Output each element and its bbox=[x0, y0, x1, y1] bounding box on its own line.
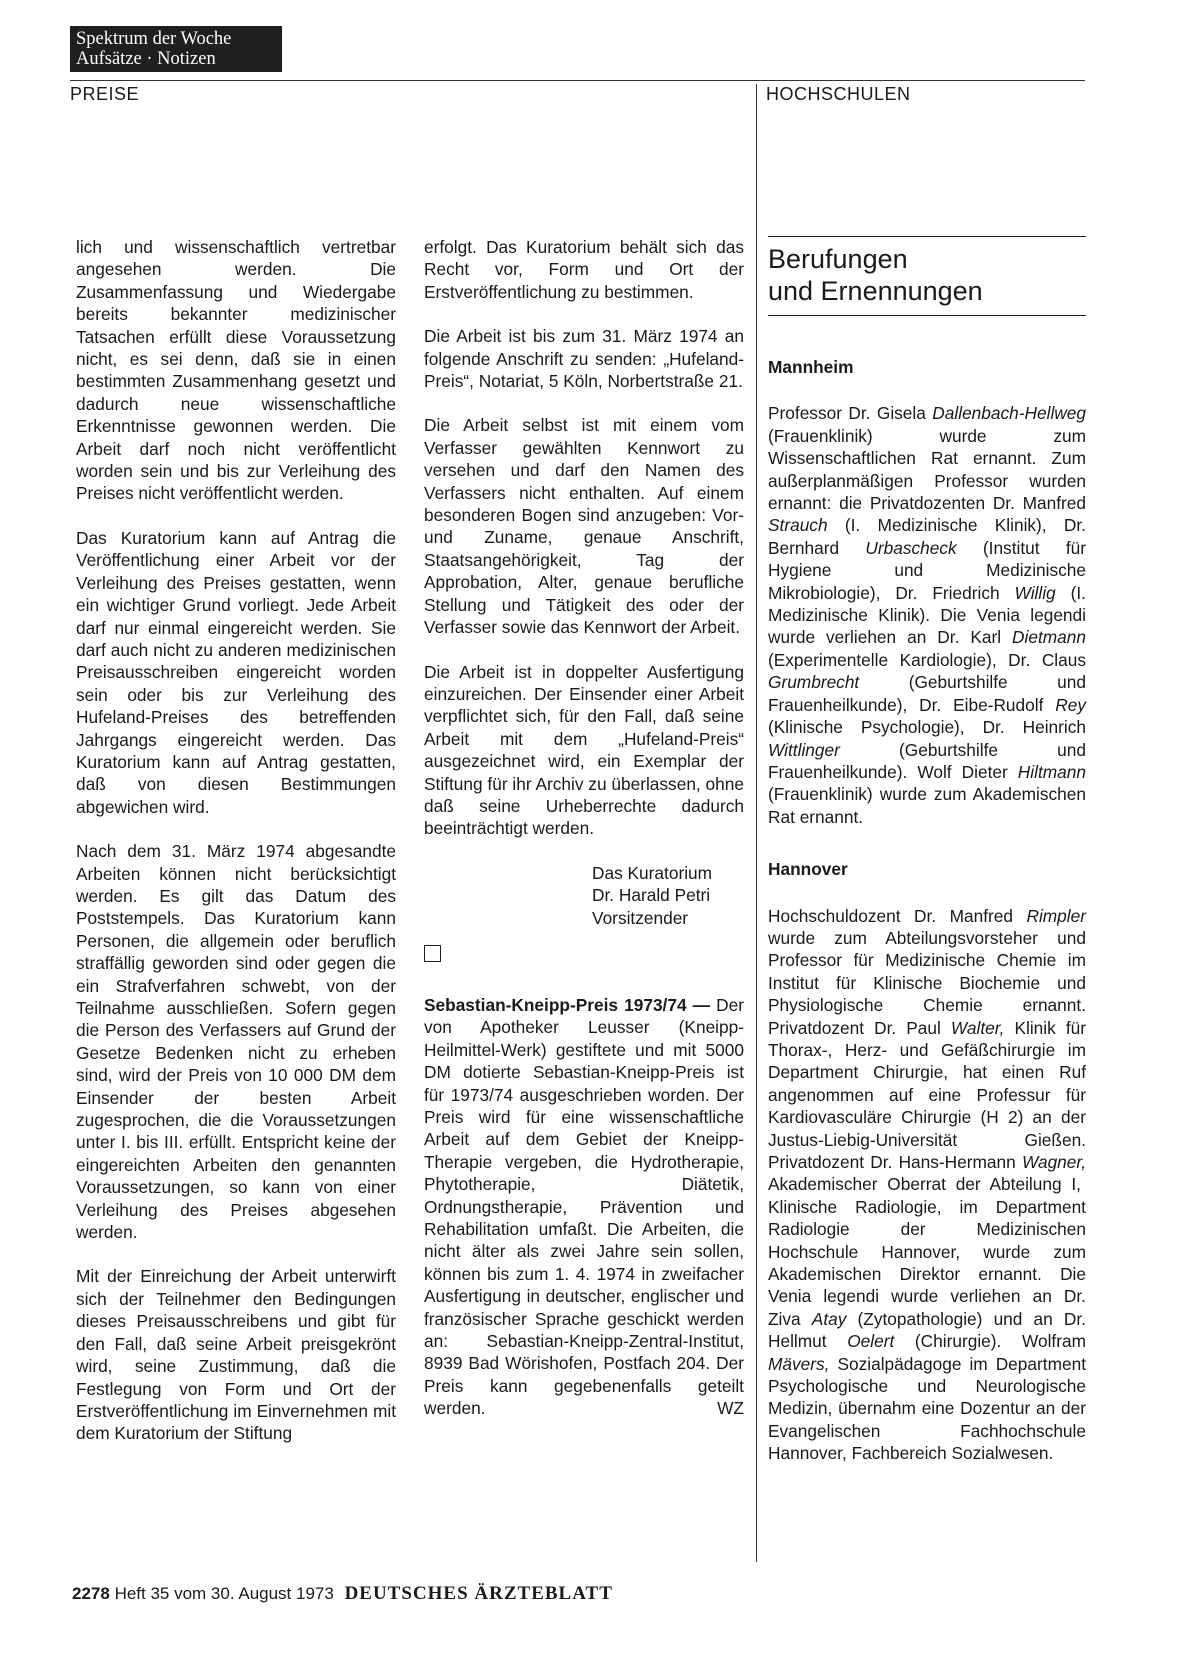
text-run: Klinik für Thorax-, Herz- und Gefäßchirurgie im Department Chirurgie, hat einen Ruf angenommen auf eine Professur für Kardiovasculäre Chirurgie (H 2) an der Justus-Liebig-Universität Gießen. Privatdozent Dr. Hans-Hermann bbox=[768, 1017, 1086, 1172]
column-divider bbox=[756, 84, 757, 1562]
person-name: Grumbrecht bbox=[768, 672, 860, 693]
paragraph: Nach dem 31. März 1974 abgesandte Arbeiten können nicht berücksichtigt werden. Es gilt das Datum des Poststempels. Das Kuratorium kann Personen, die allgemein oder beruflich straffällig geworden sind oder gegen die ein Strafverfahren schwebt, von der Teilnahme ausschließen. Sofern gegen die Person des Verfassers auf Grund der Gesetze Bedenken nicht zu erheben sind, wird der Preis von 10 000 DM dem Einsender der besten Arbeit zugesprochen, die die Voraussetzungen unter I. bis III. erfüllt. Entspricht keine der eingereichten Arbeiten den genannten Voraussetzungen, so kann von einer Verleihung des Preises abgesehen werden. bbox=[76, 841, 396, 1243]
section-label-hochschulen: HOCHSCHULEN bbox=[766, 84, 911, 104]
paragraph: Die Arbeit ist in doppelter Ausfertigung einzureichen. Der Einsender einer Arbeit verpflichtet sich, für den Fall, daß seine Arbeit mit dem „Hufeland-Preis“ ausgezeichnet wird, ein Exemplar der Stiftung für ihr Archiv zu überlassen, ohne daß seine Urheberrechte dadurch beeinträchtigt werden. bbox=[424, 661, 744, 839]
banner-line-2: Aufsätze · Notizen bbox=[76, 49, 216, 69]
text-run: (Frauenklinik) wurde zum Akademischen Rat ernannt. bbox=[768, 784, 1086, 827]
section-label-preise: PREISE bbox=[70, 84, 140, 104]
text-run: (Geburtshilfe und Frauenheilkunde), Dr. Eibe-Rudolf bbox=[768, 672, 1086, 715]
kneipp-paragraph bbox=[424, 994, 744, 1420]
end-mark-box bbox=[424, 945, 441, 962]
text-run: (Klinische Psychologie), Dr. Heinrich bbox=[768, 717, 1086, 738]
person-name: Hiltmann bbox=[1017, 761, 1086, 782]
top-rule bbox=[70, 80, 1085, 81]
signature-line: Dr. Harald Petri bbox=[592, 885, 711, 906]
person-name: Rey bbox=[1055, 694, 1086, 715]
paragraph: Die Arbeit selbst ist mit einem vom Verfasser gewählten Kennwort zu versehen und darf den Namen des Verfassers nicht enthalten. Auf einem besonderen Bogen sind anzugeben: Vor- und Zuname, genaue Anschrift, Staatsangehörigkeit, Tag der Approbation, Alter, genaue berufliche Stellung und Tätigkeit des oder der Verfasser sowie das Kennwort der Arbeit. bbox=[424, 415, 744, 638]
kneipp-text: Der von Apotheker Leusser (Kneipp-Heilmittel-Werk) gestiftete und mit 5000 DM dotierte Sebastian-Kneipp-Preis ist für 1973/74 ausgeschrieben worden. Der Preis wird für eine wissenschaftliche Arbeit auf dem Gebiet der Kneipp-Therapie vergeben, die Hydrotherapie, Phytotherapie, Diätetik, Ordnungstherapie, Prävention und Rehabilitation umfaßt. Die Arbeiten, die nicht älter als zwei Jahre sein sollen, können bis zum 1. 4. 1974 in zweifacher Ausfertigung in deutscher, englischer und französischer Sprache geschickt werden an: Sebastian-Kneipp-Zentral-Institut, 8939 Bad Wörishofen, Postfach 204. Der Preis kann gegebenenfalls geteilt werden. bbox=[424, 994, 744, 1419]
paragraph: Die Arbeit ist bis zum 31. März 1974 an folgende Anschrift zu senden: „Hufeland-Preis“, Notariat, 5 Köln, Norbertstraße 21. bbox=[424, 326, 744, 392]
text-run: Akademischer Oberrat der Abteilung I, Klinische Radiologie, im Department Radiologie der Medizinischen Hochschule Hannover, wurde zum Akademischen Direktor ernannt. Die Venia legendi wurde verliehen an Dr. Ziva bbox=[768, 1174, 1086, 1329]
banner-line-1: Spektrum der Woche bbox=[76, 29, 232, 49]
column-2 bbox=[424, 236, 744, 1420]
person-name: Oelert bbox=[847, 1331, 895, 1352]
text-run: Professor Dr. Gisela bbox=[768, 403, 933, 424]
text-run: (Zytopathologie) und an Dr. Hellmut bbox=[768, 1308, 1086, 1352]
person-name: Dallenbach-Hellweg bbox=[932, 403, 1086, 424]
column-3 bbox=[768, 236, 1086, 1465]
text-run: (Institut für Hygiene und Medizinische Mikrobiologie), Dr. Friedrich bbox=[768, 537, 1086, 603]
series-banner bbox=[70, 26, 282, 72]
city-heading-mannheim: Mannheim bbox=[768, 357, 854, 377]
text-run: wurde zum Abteilungsvorsteher und Professor für Medizinische Chemie im Institut für Klinische Biochemie und Physiologische Chemie ernannt. Privatdozent Dr. Paul bbox=[768, 927, 1086, 1038]
issue-info: Heft 35 vom 30. August 1973 bbox=[114, 1584, 334, 1603]
paragraph: erfolgt. Das Kuratorium behält sich das Recht vor, Form und Ort der Erstveröffentlichung zu bestimmen. bbox=[424, 237, 744, 302]
mannheim-paragraph bbox=[768, 402, 1086, 828]
column-1 bbox=[76, 236, 396, 1445]
person-name: Atay bbox=[811, 1308, 847, 1329]
city-heading-hannover: Hannover bbox=[768, 859, 848, 880]
person-name: Willig bbox=[1014, 582, 1056, 603]
heading-line-2: und Ernennungen bbox=[768, 276, 983, 306]
text-run: (Experimentelle Kardiologie), Dr. Claus bbox=[768, 649, 1086, 670]
person-name: Wagner, bbox=[1021, 1152, 1086, 1172]
paragraph: Mit der Einreichung der Arbeit unterwirft sich der Teilnehmer den Bedingungen dieses Preisausschreibens und gibt für den Fall, daß seine Arbeit preisgekrönt wird, seine Zustimmung, daß die Festlegung von Form und Ort der Erstveröffentlichung im Einvernehmen mit dem Kuratorium der Stiftung bbox=[76, 1266, 396, 1444]
signature-line: Vorsitzender bbox=[592, 907, 689, 928]
hannover-paragraph bbox=[768, 905, 1086, 1465]
person-name: Dietmann bbox=[1012, 627, 1086, 648]
magazine-name: DEUTSCHES ÄRZTEBLATT bbox=[344, 1583, 613, 1604]
person-name: Walter, bbox=[950, 1017, 1005, 1038]
person-name: Mävers, bbox=[768, 1353, 830, 1374]
text-run: (I. Medizinische Klinik), Dr. Bernhard bbox=[768, 515, 1086, 558]
page-footer bbox=[72, 1583, 613, 1605]
page-number: 2278 bbox=[72, 1584, 110, 1603]
text-run: (I. Medizinische Klinik). Die Venia legendi wurde verliehen an Dr. Karl bbox=[768, 582, 1086, 648]
paragraph: Das Kuratorium kann auf Antrag die Veröffentlichung einer Arbeit vor der Verleihung des Preises gestatten, wenn ein wichtiger Grund vorliegt. Jede Arbeit darf nur einmal eingereicht werden. Sie darf auch nicht zu anderen medizinischen Preisausschreiben eingereicht worden sein oder bis zur Verleihung des Hufeland-Preises des betreffenden Jahrgangs eingereicht werden. Das Kuratorium kann auf Antrag gestatten, daß von diesen Bestimmungen abgewichen wird. bbox=[76, 527, 396, 817]
person-name: Rimpler bbox=[1026, 905, 1086, 926]
heading-line-1: Berufungen bbox=[768, 244, 908, 274]
text-run: Sozialpädagoge im Department Psychologische und Neurologische Medizin, übernahm eine Dozentur an der Evangelischen Fachhochschule Hannover, Fachbereich Sozialwesen. bbox=[768, 1353, 1086, 1464]
paragraph: lich und wissenschaftlich vertretbar angesehen werden. Die Zusammenfassung und Wiedergabe bereits bekannter medizinischer Tatsachen erfüllt diese Voraussetzung nicht, es sei denn, daß sie in einen bestimmten Zusammenhang gesetzt und dadurch neue wissenschaftliche Erkenntnisse gewonnen werden. Die Arbeit darf noch nicht veröffentlicht worden sein und bis zur Verleihung des Preises nicht veröffentlicht werden. bbox=[76, 237, 396, 504]
text-run: (Frauenklinik) wurde zum Wissenschaftlichen Rat ernannt. Zum außerplanmäßigen Professor wurden ernannt: die Privatdozenten Dr. Manfred bbox=[768, 425, 1086, 514]
text-run: (Geburtshilfe und Frauenheilkunde). Wolf Dieter bbox=[768, 739, 1086, 782]
text-run: Hochschuldozent Dr. Manfred bbox=[768, 905, 1027, 926]
author-initials: WZ bbox=[717, 1398, 744, 1419]
text-run: (Chirurgie). Wolfram bbox=[894, 1331, 1086, 1352]
person-name: Urbascheck bbox=[865, 537, 957, 558]
kneipp-title: Sebastian-Kneipp-Preis 1973/74 — bbox=[424, 994, 710, 1015]
person-name: Wittlinger bbox=[768, 739, 840, 760]
person-name: Strauch bbox=[768, 515, 828, 536]
signature-line: Das Kuratorium bbox=[592, 862, 713, 883]
article-heading bbox=[768, 236, 1086, 316]
